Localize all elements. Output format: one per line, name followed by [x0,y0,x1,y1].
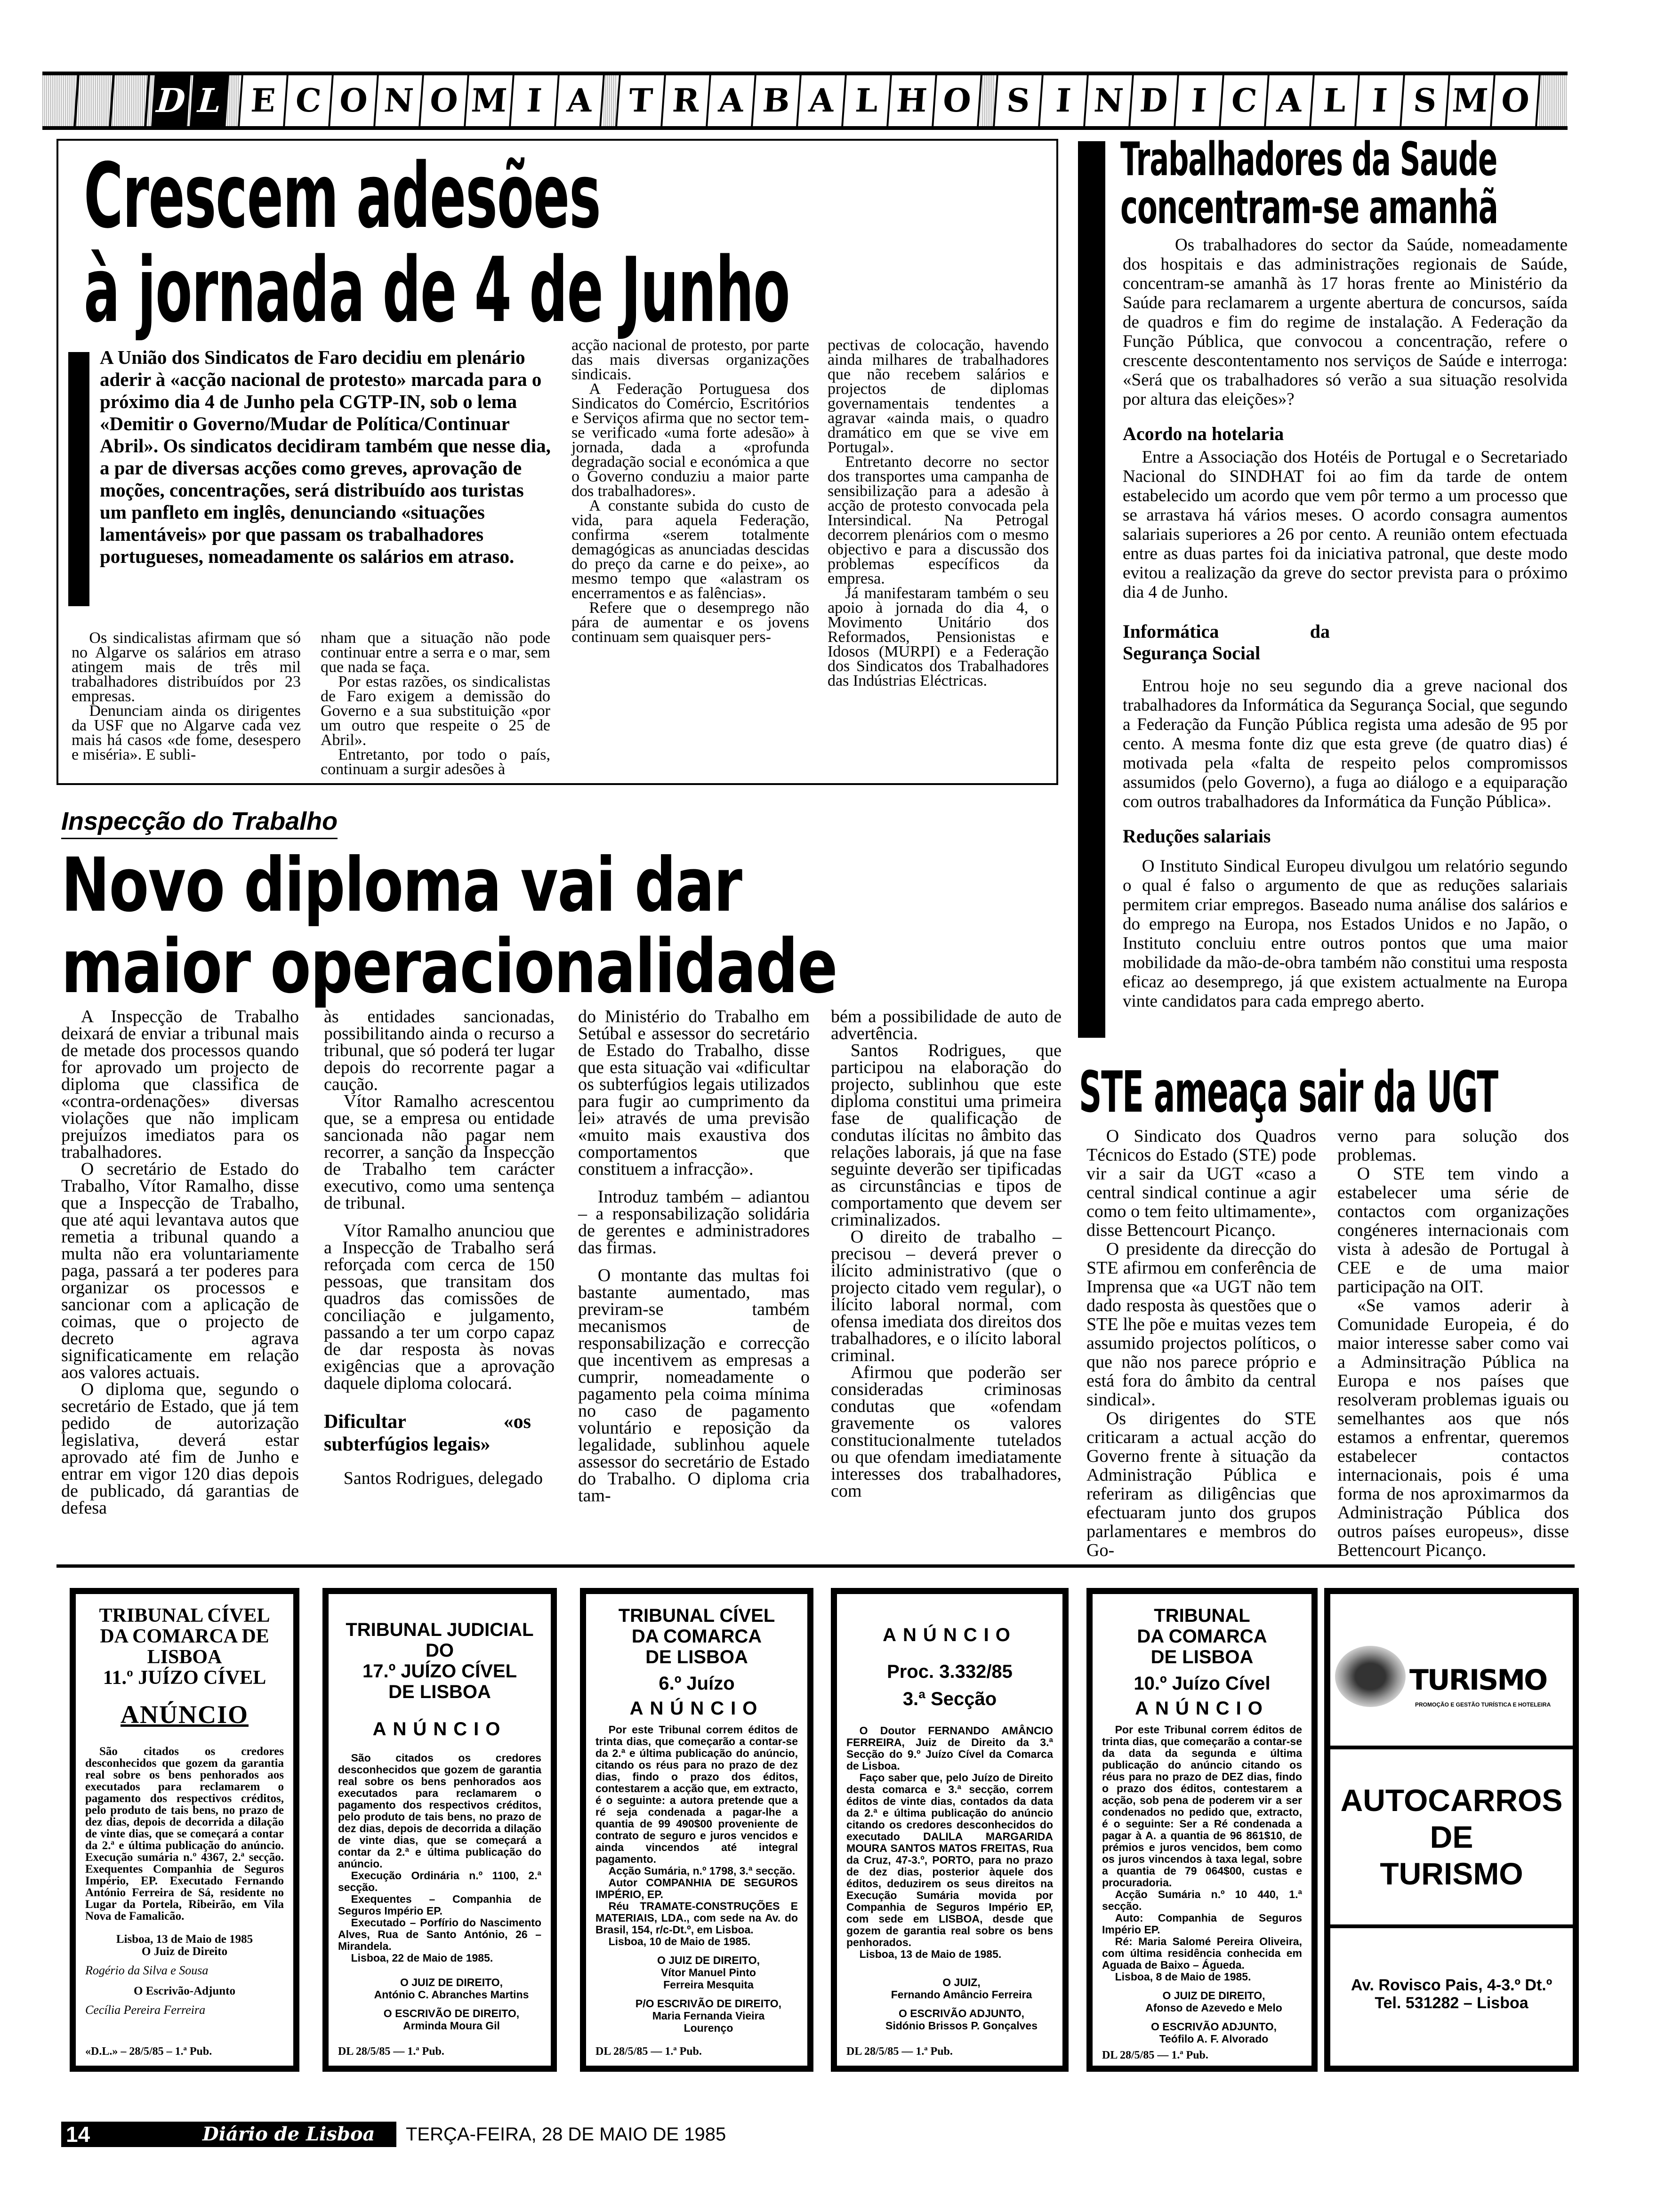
header-letter: I [1174,75,1223,126]
ad-heading [1102,1605,1302,1667]
judge-signature: Rogério da Silva e Sousa [85,1964,209,1977]
ad-title: ANÚNCIO [372,1719,507,1739]
text-line: 10.º Juízo Cível [1134,1673,1271,1694]
clerk-signature-block [338,2007,541,2032]
text-line: 17.º JUÍZO CÍVEL [362,1661,517,1682]
header-letter: I [1038,75,1087,126]
saude-intro: Os trabalhadores do sector da Saúde, nomeadamente dos hospitais e das administrações regionais de Saúde, concentram-se amanhã às 17 horas frente ao Ministério da Saúde para reclamarem a urgente abertura de concursos, saída de quadros e fim do regime de instalação. A Federação da Função Pública, que convocou a concentração, refere o crescente descontentamento nos serviços de Saúde e interroga: «Será que os trabalhadores só verão a sua situação resolvida por altura das eleições»? [1123,235,1568,409]
saude-body [1123,235,1568,1011]
ad-subheading [1102,1673,1302,1694]
text-line: Sidónio Brissos P. Gonçalves [885,2020,1038,2032]
paragraph: Já manifestaram também o seu apoio à jornada do dia 4, o Movimento Unitário dos Reformados, Pensionistas e Idosos (MURPI) e a Federação dos Sindicatos dos Trabalhadores das Indústrias Eléctricas. [828,585,1049,689]
header-letter: S [1400,75,1448,126]
ad-publication-note: DL 28/5/85 — 1.ª Pub. [846,2045,953,2058]
paragraph: acção nacional de protesto, por parte das mais diversas organizações sindicais. [571,337,809,383]
paragraph: às entidades sancionadas, possibilitando ainda o recurso a tribunal, que só poderá ter lugar depois do recorrente pagar a caução. [324,1007,555,1094]
paragraph: Por este Tribunal correm éditos de trinta dias, que começarão a contar-se da 2.ª e última publicação do anúncio, citando os réus para no prazo de dez dias, findo o prazo dos éditos, contestarem a acção que, em extracto, é o seguinte: a autora pretende que a ré seja condenada a pagar-lhe a quantia de 99 490$00 proveniente de contrato de seguro e juros vencidos e ainda vincendos até integral pagamento. [595,1723,798,1865]
paragraph: O montante das multas foi bastante aumentado, mas previram-se também mecanismos de responsabilização e correcção que incentivem as empresas a cumprir, nomeadamente o pagamento pela coima mínima no caso de pagamento voluntário e reposição da legalidade, sublinhou aquele assessor do secretário de Estado do Trabalho. O diploma cria tam- [578,1265,810,1506]
text-line: Ferreira Mesquita [663,1979,754,1991]
turismo-logo-emblem-icon [1335,1646,1406,1707]
text-line: Proc. 3.332/85 [887,1661,1013,1682]
paragraph: Auto: Companhia de Seguros Império EP. [1102,1912,1302,1936]
text-line: O JUIZ DE DIREITO, [657,1954,760,1966]
text-line: TRIBUNAL JUDICIAL [346,1619,534,1640]
legal-notice-ad-5 [1086,1588,1318,2072]
header-letter: O [932,75,982,126]
lead-headline-line-2: à jornada de 4 de Junho [84,238,790,342]
text-line: Av. Rovisco Pais, 4-3.º Dt.º [1351,1976,1552,1994]
lead-column-4 [828,338,1049,688]
header-letter: N [373,75,422,126]
paragraph: Introduz também – adiantou – a responsabilização solidária de gerentes e administradores das firmas. [578,1186,810,1258]
saude-headline-line-2: concentram-se amanhã [1120,181,1498,234]
paragraph: Autor COMPANHIA DE SEGUROS IMPÉRIO, EP. [595,1876,798,1900]
ad-subheading [595,1673,798,1694]
header-letter: C [1219,75,1268,126]
inspeccao-column-2-text [324,1008,555,1392]
ad-body [595,1724,798,1948]
decorative-hatch [111,75,150,126]
paragraph: Lisboa, 8 de Maio de 1985. [1115,1971,1251,1983]
header-letter: M [464,75,513,126]
text-line: DA COMARCA [1137,1626,1267,1647]
header-letter: O [328,75,377,126]
header-letter: L [1309,75,1358,126]
legal-notice-ad-2 [322,1588,557,2072]
legal-notice-ad-3 [580,1588,813,2072]
text-line: DA COMARCA DE LISBOA [100,1626,269,1668]
judge-signature-block [338,1976,541,2001]
paragraph: Vítor Ramalho anunciou que a Inspecção de Trabalho será reforçada com cerca de 150 pessoas, que transitam dos quadros das comissões de conciliação e julgamento, passando a ter um corpo capaz de dar resposta às novas exigências que a aprovação daquele diploma colocará. [324,1220,555,1393]
issue-date: TERÇA-FEIRA, 28 DE MAIO DE 1985 [406,2124,726,2145]
paragraph: pectivas de colocação, havendo ainda milhares de trabalhadores que não recebem salários e projectos de diplomas governamentais tendentes a agravar «ainda mais, o quadro dramático em que se vive em Portugal». [828,337,1049,456]
ad-publication-note: DL 28/5/85 — 1.ª Pub. [338,2045,444,2058]
text-line: António C. Abranches Martins [374,1988,529,2001]
text-line: Fernando Amâncio Ferreira [891,1988,1032,2001]
paragraph: Santos Rodrigues, que participou na elaboração do projecto, sublinhou que este diploma constitui uma primeira fase de qualificação de condutas ilícitas no âmbito das relações laborais, já que na fase seguinte deverão ser tipificadas as circunstâncias e tipos de comportamento que devem ser criminalizados. [831,1041,1062,1230]
paragraph: do Ministério do Trabalho em Setúbal e assessor do secretário de Estado do Trabalho, disse que esta situação vai «dificultar os subterfúgios legais utilizados para fugir ao cumprimento da lei» através de uma previsão «muito mais exaustiva dos comportamentos que constituem a infracção». [578,1007,810,1179]
clerk-title: O Escrivão-Adjunto [134,1985,235,1997]
section-sindicalismo [995,75,1539,126]
paragraph: O STE tem vindo a estabelecer uma série de contactos com organizações congéneres internacionais com vista à adesão de Portugal à CEE e de uma maior participação na OIT. [1337,1164,1569,1297]
paragraph: Por este Tribunal correm éditos de trinta dias, que começarão a contar-se da data da segunda e última publicação do anúncio citando os réus para no prazo de DEZ dias, findo o prazo dos éditos, contestarem a acção, sob pena de poderem vir a ser condenados no pedido que, extracto, é o seguinte: Ser a Ré condenada a pagar à A. a quantia de 96 861$10, de prémios e juros vencidos, bem como os juros vincendos à taxa legal, sobre a quantia de 79 064$00, custas e procuradoria. [1102,1723,1302,1889]
header-letter: A [706,75,755,126]
header-letter: T [615,75,664,126]
header-letter: I [1354,75,1403,126]
ad-title: ANÚNCIO [120,1700,249,1729]
text-line: Lisboa, 13 de Maio de 1985 [116,1933,253,1946]
legal-notice-ad-1 [70,1588,299,2072]
text-line: O JUIZ, [942,1976,981,1988]
text-line: Tel. 531282 – Lisboa [1375,1994,1528,2012]
lead-column-1 [72,631,301,762]
ad-place-date [85,1933,284,1958]
header-letter: D [151,75,191,126]
ad-body [85,1746,284,1922]
paragraph: O direito de trabalho – precisou – deverá prever o ilícito administrativo (que o projecto citado vem regular), o ilícito laboral normal, com ofensa imediata dos direitos dos trabalhadores, e o ilícito laboral criminal. [831,1227,1062,1365]
inspeccao-kicker: Inspecção do Trabalho [61,807,338,839]
turismo-logo-cell [1330,1594,1573,1749]
text-line: O ESCRIVÃO DE DIREITO, [383,2007,520,2020]
text-line: O ESCRIVÃO ADJUNTO, [898,2007,1025,2020]
text-line: Teófilo A. F. Alvorado [1159,2033,1269,2045]
standfirst-bar [68,352,89,606]
inspeccao-subheading: Dificultar «os subterfúgios legais» [324,1411,531,1455]
header-letter: N [1083,75,1132,126]
ste-headline: STE ameaça sair da UGT [1079,1060,1498,1125]
text-line: DA COMARCA [631,1626,762,1647]
paragraph: nham que a situação não pode continuar entre a serra e o mar, sem que nada se faça. [321,629,550,676]
text-line: DE LISBOA [645,1647,748,1667]
paragraph: O Doutor FERNANDO AMÂNCIO FERREIRA, Juiz de Direito da 3.ª Secção do 9.º Juízo Cível da Comarca de Lisboa. [846,1724,1053,1772]
paragraph: verno para solução dos problemas. [1337,1126,1569,1165]
ad-subheading [846,1658,1053,1713]
header-letter: C [283,75,332,126]
header-letter: A [554,75,605,126]
ad-heading [85,1605,284,1688]
ad-publication-note: «D.L.» – 28/5/85 – 1.ª Pub. [85,2045,212,2058]
paragraph: Lisboa, 10 de Maio de 1985. [608,1935,751,1948]
text-line: P/O ESCRIVÃO DE DIREITO, [635,1997,782,2010]
ad-title: ANÚNCIO [883,1625,1017,1645]
lead-headline-line-1: Crescem adesões [84,144,601,248]
inspeccao-headline-line-2: maior operacionalidade [61,923,837,1010]
reducoes-text: O Instituto Sindical Europeu divulgou um relatório segundo o qual é falso o argumento de que as reduções salariais permitem criar empregos. Baseado numa análise dos salários e do emprego na Europa, nos Estados Unidos e no Japão, o Instituto concluiu entre outros pontos que uma maior mobilidade da mão-de-obra também não constitui uma resposta eficaz ao desemprego, já que existem actualmente na Europa vinte candidatos para cada emprego aberto. [1123,857,1568,1011]
page-number: 14 [66,2122,90,2147]
header-letter: A [1264,75,1313,126]
ad-title: ANÚNCIO [629,1698,764,1719]
ad-publication-note: DL 28/5/85 — 1.ª Pub. [595,2045,702,2058]
lead-column-3 [571,338,809,644]
paragraph: bém a possibilidade de auto de advertência. [831,1007,1062,1043]
text-line: TRIBUNAL CÍVEL [99,1605,270,1627]
section-economia [240,75,603,126]
text-line: Vítor Manuel Pinto [661,1966,756,1979]
paragraph: Denunciam ainda os dirigentes da USF que no Algarve cada vez mais há casos «de fome, desespero e miséria». E subli- [72,702,301,763]
subheading-hotelaria: Acordo na hotelaria [1123,423,1284,444]
ad-publication-note: DL 28/5/85 — 1.ª Pub. [1102,2049,1208,2061]
ad-body [846,1725,1053,1960]
paragraph: Faço saber que, pelo Juízo de Direito desta comarca e 3.ª secção, correm éditos de vinte dias, contados da data da 2.ª e última publicação do anúncio citando os credores desconhecidos do executado DALILA MARGARIDA MOURA SANTOS MATOS FREITAS, Rua da Cruz, 47-3.º, PORTO, para no prazo de dez dias, posterior àquele dos éditos, deduzirem os seus direitos na Execução Sumária movida por Companhia de Seguros Império EP, com sede em LISBOA, desde que gozem de garantia real sobre os bens penhorados. [846,1771,1053,1948]
paragraph: O presidente da direcção do STE afirmou em conferência de Imprensa que «a UGT não tem dado resposta às questões que o STE lhe põe e muitas vezes tem assumido projectos políticos, o que não nos parece próprio e está fora do âmbito da central sindical». [1086,1239,1316,1410]
informatica-text: Entrou hoje no seu segundo dia a greve nacional dos trabalhadores da Informática da Segurança Social, que segundo a Federação da Função Pública regista uma adesão de 95 por cento. A mesma fonte diz que esta greve (de quatro dias) é motivada pela «falta de respeito pelos compromissos assumidos (pelo Governo), a fuga ao diálogo e a equiparação com outros trabalhadores da Informática da Função Pública». [1123,676,1568,811]
subheading-reducoes: Reduções salariais [1123,825,1271,847]
text-line: O JUIZ DE DIREITO, [400,1976,503,1988]
ste-column-1 [1086,1127,1316,1560]
text-line: 3.ª Secção [902,1689,997,1709]
header-letter: R [660,75,709,126]
section-header-strip [42,72,1568,130]
header-letter: E [238,75,287,126]
text-line: TRIBUNAL [1154,1605,1250,1626]
header-letter: S [993,75,1042,126]
text-line: AUTOCARROS [1340,1783,1563,1818]
legal-notice-ad-4 [831,1588,1069,2072]
paragraph: Entretanto decorre no sector dos transportes uma campanha de sensibilização para a adesão à acção de protesto convocada pela Intersindical. Na Petrogal decorrem plenários com o mesmo objectivo e para a discussão dos problemas específicos da empresa. [828,453,1049,587]
header-letter: M [1445,75,1494,126]
ad-heading [595,1605,798,1667]
paragraph: Por estas razões, os sindicalistas de Faro exigem a demissão do Governo e a sua substituição «por um outro que respeite o 25 de Abril». [321,673,550,749]
ad-heading [338,1619,541,1702]
paragraph: Executado – Porfírio do Nascimento Alves, Rua de Santo António, 26 – Mirandela. [338,1916,541,1952]
lead-column-2 [321,631,550,777]
judge-signature-block [1102,1989,1302,2014]
paragraph: Ré: Maria Salomé Pereira Oliveira, com última residência conhecida em Aguada de Baixo – Águeda. [1102,1935,1302,1971]
paragraph: «Se vamos aderir à Comunidade Europeia, é do maior interesse saber como vai a Adminsitração Pública na Europa e nos países que resolveram problemas iguais ou semelhantes aos que nós estamos a enfrentar, queremos estabelecer contactos internacionais, pois é uma forma de nos aproximarmos da Administração Pública dos outros países europeus», disse Bettencourt Picanço. [1337,1296,1569,1560]
paragraph: Afirmou que poderão ser consideradas criminosas condutas que «ofendam gravemente os valores constitucionalmente tutelados ou que ofendam imediatamente interesses dos trabalhadores, com [831,1362,1062,1501]
inspeccao-column-2 [324,1008,555,1487]
judge-signature-block [595,1954,798,1991]
text-line: DE [1430,1819,1473,1854]
turismo-logo-text: TURISMO [1409,1664,1547,1697]
inspeccao-column-3 [578,1008,810,1504]
text-line: TRIBUNAL CÍVEL [618,1605,775,1626]
dl-logo [153,75,230,126]
inspeccao-headline-line-1: Novo diploma vai dar [61,842,742,929]
inspeccao-column-1 [61,1008,299,1516]
address-cell [1330,1928,1573,2060]
turismo-tagline: PROMOÇÃO E GESTÃO TURÍSTICA E HOTELEIRA [1415,1701,1551,1708]
paragraph: Entretanto, por todo o país, continuam a surgir adesões à [321,746,550,778]
saude-side-bar [1078,141,1105,1038]
clerk-signature: Cecília Pereira Ferreira [85,2003,206,2017]
paragraph: O Sindicato dos Quadros Técnicos do Estado (STE) pode vir a sair da UGT «caso a central sindical continue a agir como o tem feito ultimamente», disse Bettencourt Picanço. [1086,1126,1316,1240]
paragraph: Os sindicalistas afirmam que só no Algarve os salários em atraso atingem mais de três mil trabalhadores distribuídos por 23 empresas. [72,629,301,705]
header-letter: A [796,75,845,126]
paragraph: Acção Sumária n.º 10 440, 1.ª secção. [1102,1888,1302,1912]
paragraph: São citados os credores desconhecidos que gozem de garantia real sobre os bens penhorados aos executados para reclamarem o pagamento dos respectivos créditos, pelo produto de tais bens, no prazo de dez dias, depois de decorrida a dilação de vinte dias, que se começará a contar da 2.ª e última publicação do anúncio. [338,1752,541,1870]
paragraph: Refere que o desemprego não pára de aumentar e os jovens continuam sem quaisquer pers- [571,599,809,646]
text-line: DO [426,1640,454,1661]
subheading-informatica: Informática da Segurança Social [1123,621,1330,664]
paragraph: A constante subida do custo de vida, para aquela Federação, confirma «serem totalmente demagógicas as anunciadas descidas do preço da carne e do peixe», ao mesmo tempo que «alastram os encerramentos e as falências». [571,497,809,602]
header-letter: L [841,75,890,126]
clerk-signature-block [1102,2020,1302,2045]
ad-title: ANÚNCIO [1135,1698,1269,1719]
tourism-bus-ad [1324,1588,1579,2072]
ad-body [338,1752,541,1964]
paragraph: Os dirigentes do STE criticaram a actual acção do Governo frente à situação da Administração Pública e referiram as diligências que efectuaram junto dos grupos parlamentares e membros do Go- [1086,1409,1316,1560]
text-line: O Juiz de Direito [141,1945,228,1958]
paragraph: São citados os credores desconhecidos que gozem da garantia real sobre os bens penhorados aos executados para reclamarem o pagamento dos respectivos créditos, pelo produto de tais bens, no prazo de dez dias, depois de decorrida a dilação de vinte dias, que se começará a contar da 2.ª e última publicação do anúncio. Execução sumária n.º 4367, 2.ª secção. Exequentes Companhia de Seguros Império, EP. Executado Fernando António Ferreira de Sá, residente no Lugar da Portela, Ribeirão, em Vila Nova de Famalicão. [85,1745,284,1923]
ste-column-2 [1337,1127,1569,1560]
clerk-signature-block [846,2007,1053,2032]
autocarros-cell [1330,1749,1573,1928]
text-line: O ESCRIVÃO ADJUNTO, [1150,2020,1277,2033]
header-letter: B [751,75,800,126]
header-letter: L [190,75,229,126]
text-line: Afonso de Azevedo e Melo [1145,2002,1282,2014]
hotelaria-text: Entre a Associação dos Hotéis de Portugal e o Secretariado Nacional do SINDHAT foi ao fim da tarde de ontem estabelecido um acordo que vem pôr termo a um processo que se arrastava há vários meses. O acordo consagra aumentos salariais superiores a 26 por cento. A reunião ontem efectuada entre as duas partes foi da iniciativa patronal, que deste modo evitou a realização da greve do sector prevista para o próximo dia 4 de Junho. [1123,448,1568,602]
section-divider-rule [56,1564,1575,1568]
text-line: TURISMO [1380,1856,1523,1891]
text-line: Lourenço [684,2022,733,2034]
paragraph: Exequentes – Companhia de Seguros Império EP. [338,1893,541,1917]
header-letter: H [886,75,935,126]
paragraph: Réu TRAMATE-CONSTRUÇÕES E MATERIAIS, LDA., com sede na Av. do Brasil, 154, r/c-Dt.º, em Lisboa. [595,1900,798,1936]
footer-masthead-bar [61,2122,396,2147]
inspeccao-column-4 [831,1008,1062,1499]
paragraph: Lisboa, 13 de Maio de 1985. [859,1948,1002,1960]
header-letter: I [509,75,558,126]
text-line: O JUIZ DE DIREITO, [1162,1989,1265,2002]
paragraph: Vítor Ramalho acrescentou que, se a empresa ou entidade sancionada não pagar nem recorrer, a sanção da Inspecção de Trabalho tem carácter executivo, como uma sentença de tribunal. [324,1091,555,1213]
lead-standfirst: A União dos Sindicatos de Faro decidiu em plenário aderir à «acção nacional de protesto» marcada para o próximo dia 4 de Junho pela CGTP-IN, sob o lema «Demitir o Governo/Mudar de Política/Continuar Abril». Os sindicatos decidiram também que nesse dia, a par de diversas acções como greves, aprovação de moções, concentrações, será distribuído aos turistas um panfleto em inglês, denunciando «situações lamentáveis» por que passam os trabalhadores portugueses, nomeadamente os salários em atraso. [100,346,551,567]
section-trabalho [617,75,981,126]
saude-headline-line-1: Trabalhadores da Saude [1120,133,1497,186]
paragraph: A Inspecção de Trabalho deixará de enviar a tribunal mais de metade dos processos quando for aprovado um projecto de diploma que classifica de «contra-ordenações» diversas violações que não implicam prejuízos imediatos para os trabalhadores. [61,1007,299,1162]
paragraph: O diploma que, segundo o secretário de Estado, que já tem pedido de autorização legislativa, deverá estar aprovado até fim de Junho e entrar em vigor 120 dias depois de publicado, dá garantias de defesa [61,1379,299,1518]
paragraph: A Federação Portuguesa dos Sindicatos do Comércio, Escritórios e Serviços afirma que no sector tem-se verificado «uma forte adesão» à jornada, dada a «profunda degradação social e económica a que o Governo conduziu a maior parte dos trabalhadores». [571,380,809,500]
paragraph: Acção Sumária, n.º 1798, 3.ª secção. [608,1865,796,1877]
text-line: Maria Fernanda Vieira [652,2010,765,2022]
text-line: Arminda Moura Gil [403,2020,500,2032]
text-line: 6.º Juízo [659,1673,735,1694]
ad-body [1102,1724,1302,1983]
masthead-logo: Diário de Lisboa [202,2123,375,2145]
decorative-hatch [76,75,115,126]
paragraph: O secretário de Estado do Trabalho, Vítor Ramalho, disse que a Inspecção de Trabalho, que até aqui levantava autos que remetia a tribunal quando a multa não era voluntariamente paga, passará a ter poderes para organizar os processos e sancionar com a aplicação de coimas, que o projecto de decreto agrava significaticamente em relação aos valores actuais. [61,1159,299,1382]
paragraph: Execução Ordinária n.º 1100, 2.ª secção. [338,1869,541,1893]
paragraph: Lisboa, 22 de Maio de 1985. [351,1952,493,1964]
text-line: 11.º JUÍZO CÍVEL [103,1667,266,1689]
header-letter: O [418,75,467,126]
paragraph: Santos Rodrigues, delegado [343,1468,543,1488]
text-line: DE LISBOA [1150,1647,1254,1667]
clerk-signature-block [595,1997,798,2034]
text-line: DE LISBOA [388,1682,491,1702]
header-letter: D [1128,75,1177,126]
decorative-hatch [40,75,80,126]
header-letter: O [1490,75,1541,126]
judge-signature-block [846,1976,1053,2001]
